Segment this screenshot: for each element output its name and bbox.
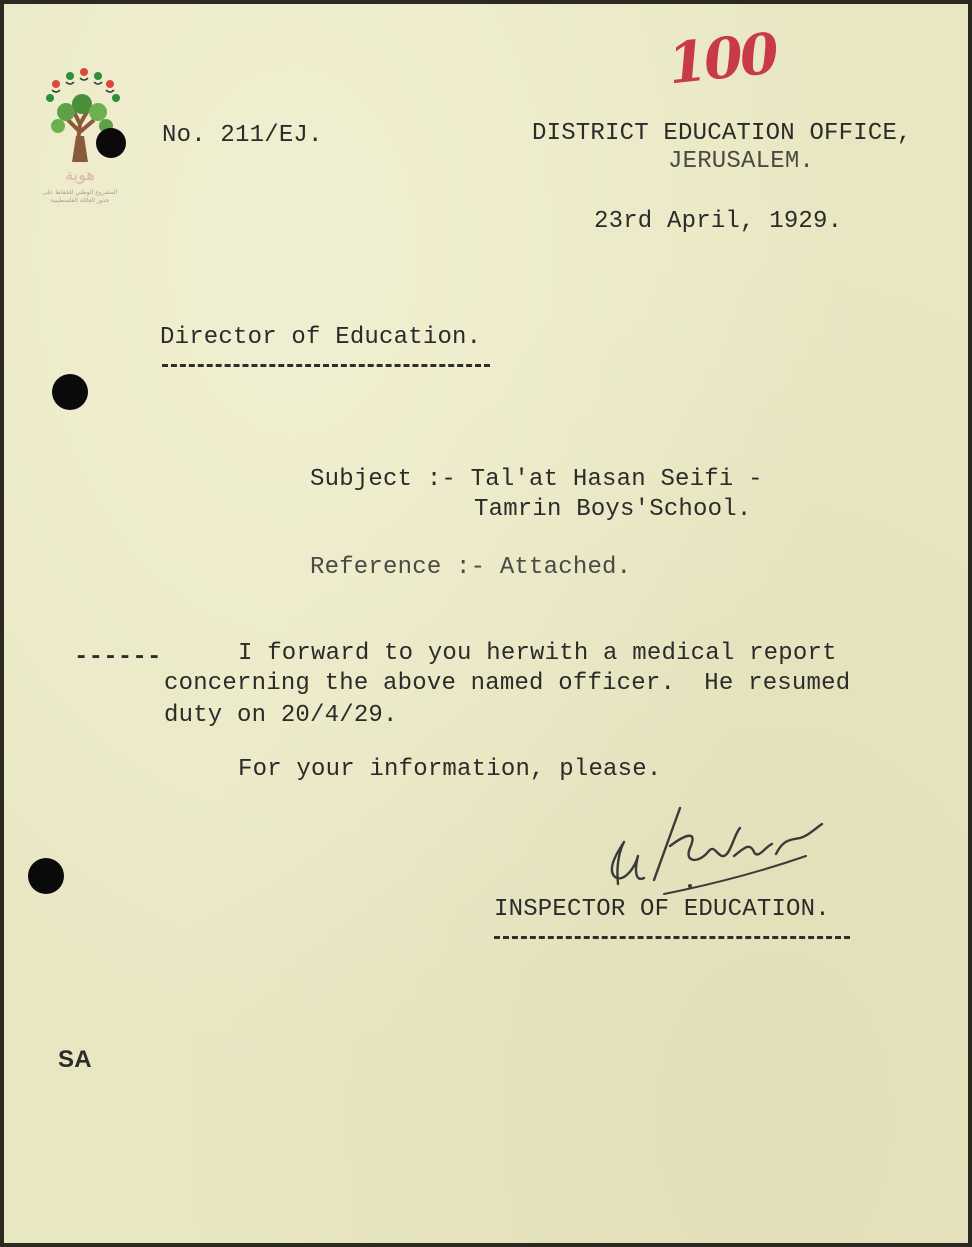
addressee-underline bbox=[162, 364, 490, 367]
punch-hole-top bbox=[96, 128, 126, 158]
punch-hole-middle bbox=[52, 374, 88, 410]
footer-initials: SA bbox=[58, 1046, 92, 1073]
signature-title: INSPECTOR OF EDUCATION. bbox=[494, 896, 830, 923]
body-line-2: concerning the above named officer. He resumed bbox=[164, 670, 851, 697]
closing-line: For your information, please. bbox=[238, 756, 662, 783]
body-line-3: duty on 20/4/29. bbox=[164, 702, 398, 729]
letter-date: 23rd April, 1929. bbox=[594, 208, 843, 235]
signature-underline bbox=[494, 936, 850, 939]
handwritten-signature bbox=[594, 794, 834, 904]
logo-caption: هوية bbox=[65, 165, 95, 184]
subject-line-1: Subject :- Tal'at Hasan Seifi - bbox=[310, 466, 763, 493]
logo-subcaption-1: المشروع الوطني للحفاظ على bbox=[42, 189, 118, 196]
margin-dashes: ------ bbox=[74, 644, 162, 671]
reference-number: No. 211/EJ. bbox=[162, 122, 323, 149]
logo-subcaption-2: جذور العائلة الفلسطينية bbox=[50, 197, 110, 204]
subject-line-2: Tamrin Boys'School. bbox=[474, 496, 752, 523]
punch-hole-lower bbox=[28, 858, 64, 894]
folio-number: 100 bbox=[664, 20, 780, 98]
document-page bbox=[4, 4, 968, 1243]
addressee: Director of Education. bbox=[160, 324, 482, 351]
reference-line: Reference :- Attached. bbox=[310, 554, 632, 581]
office-city: JERUSALEM. bbox=[668, 148, 815, 175]
office-name: DISTRICT EDUCATION OFFICE, bbox=[532, 120, 912, 147]
body-line-1: I forward to you herwith a medical report bbox=[238, 640, 837, 667]
